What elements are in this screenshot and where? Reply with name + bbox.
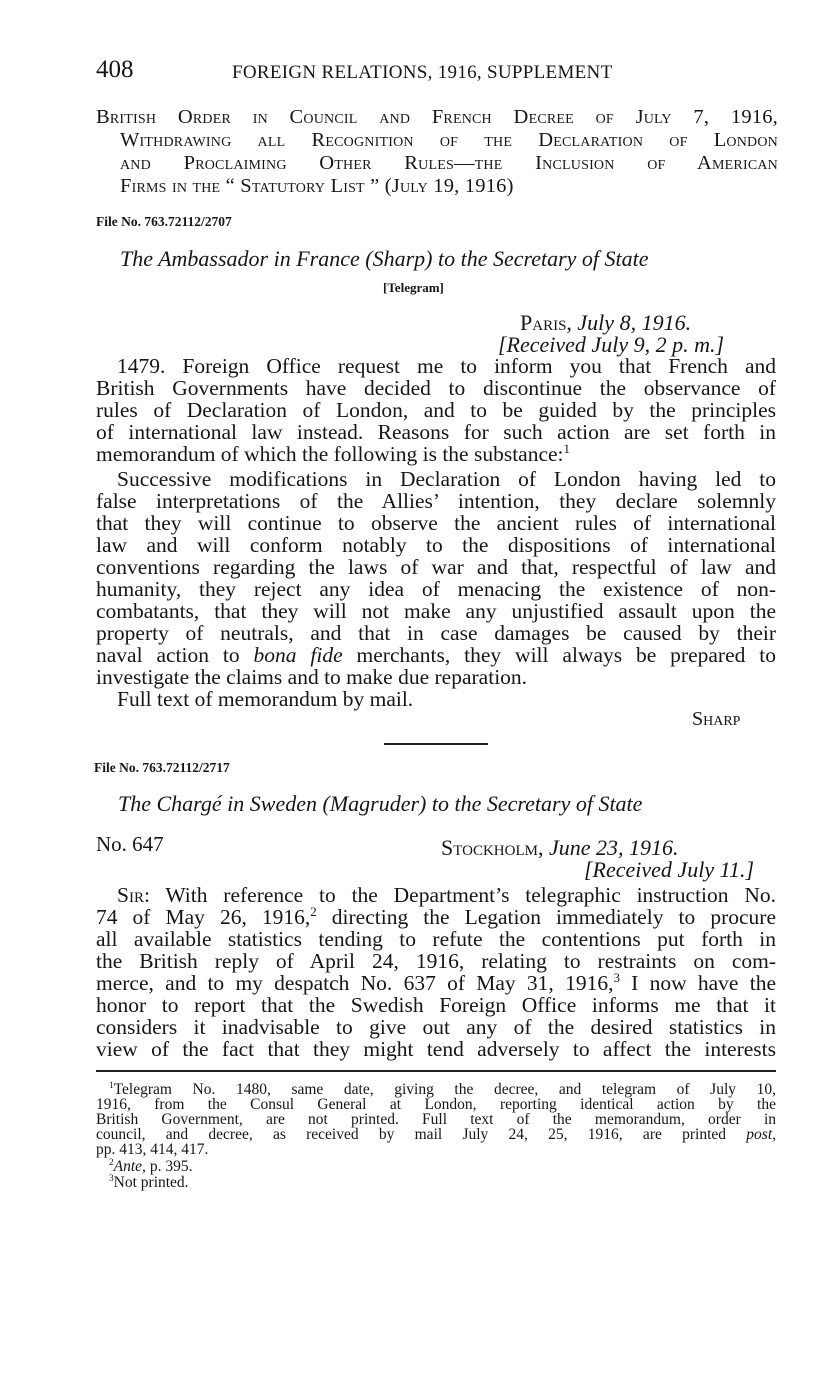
body-line: honor to report that the Swedish Foreign Office informs me that it (96, 993, 776, 1017)
footnote-ref: 1 (563, 441, 570, 456)
section-title-line: Firms in the “ Statutory List ” (July 19, 1916) (120, 175, 514, 197)
footnote-marker: 3 (109, 1173, 114, 1184)
footnote-line (109, 1159, 776, 1174)
footnote-text: council, and decree, as received by mail July 24, 25, 1916, are printed (96, 1126, 747, 1143)
body-line (96, 443, 776, 465)
italic-phrase: bona fide (253, 643, 343, 667)
body-text: directing the Legation immediately to procure (316, 905, 776, 929)
section-title-line: Withdrawing all Recognition of the Declaration of London (120, 129, 778, 151)
body-text: naval action to (96, 643, 254, 667)
italic-phrase: Ante, (113, 1158, 146, 1175)
footnote-marker: 1 (109, 1080, 114, 1091)
footnote-text: Not printed. (113, 1174, 189, 1191)
body-text: merce, and to my despatch No. 637 of May 31, 1916, (96, 971, 614, 995)
body-line: that they will continue to observe the ancient rules of international (96, 511, 776, 535)
body-text: I now have the (619, 971, 776, 995)
body-line: investigate the claims and to make due reparation. (96, 665, 528, 689)
body-text: 74 of May 26, 1916, (96, 905, 311, 929)
date: July 8, 1916. (577, 310, 692, 335)
body-line: law and will conform notably to the dispositions of international (96, 533, 776, 557)
footnote-marker: 2 (109, 1157, 114, 1168)
body-line: conventions regarding the laws of war and that, respectful of law and (96, 555, 776, 579)
body-line: all available statistics tending to refute the contentions put forth in (96, 927, 776, 951)
footnote-line: pp. 413, 414, 417. (96, 1141, 209, 1158)
document-number: No. 647 (96, 832, 164, 856)
body-line: Successive modifications in Declaration of London having led to (117, 467, 776, 491)
body-line (96, 972, 776, 994)
section-divider (384, 743, 488, 745)
footnote-ref: 2 (310, 904, 317, 919)
body-line (96, 906, 776, 928)
italic-phrase: post, (746, 1126, 776, 1143)
body-line: the British reply of April 24, 1916, relating to restraints on com- (96, 949, 776, 973)
salutation: Sir: (117, 883, 150, 907)
footnote-line (109, 1175, 776, 1190)
body-text: memorandum of which the following is the substance: (96, 442, 564, 466)
footnote-line (109, 1082, 776, 1097)
body-line: 1479. Foreign Office request me to inform you that French and (117, 354, 776, 378)
footnote-line: British Government, are not printed. Full text of the memorandum, order in (96, 1111, 776, 1128)
footnote-line (96, 1127, 776, 1142)
received-line: [Received July 11.] (584, 857, 755, 882)
body-line: considers it inadvisable to give out any of the desired statistics in (96, 1015, 776, 1039)
received-line: [Received July 9, 2 p. m.] (498, 332, 725, 357)
body-text: With reference to the Department’s telegraphic instruction No. (149, 883, 776, 907)
body-line: false interpretations of the Allies’ intention, they declare solemnly (96, 489, 776, 513)
body-line: British Governments have decided to discontinue the observance of (96, 376, 776, 400)
document-heading: The Chargé in Sweden (Magruder) to the Secretary of State (118, 791, 643, 816)
date: June 23, 1916. (548, 835, 679, 860)
body-line: of international law instead. Reasons for such action are set forth in (96, 420, 776, 444)
body-line (117, 884, 776, 906)
file-number: File No. 763.72112/2717 (94, 760, 230, 775)
place: Paris, (520, 310, 572, 335)
place: Stockholm, (441, 835, 544, 860)
footnote-line: 1916, from the Consul General at London, reporting identical action by the (96, 1096, 776, 1113)
file-number: File No. 763.72112/2707 (96, 214, 232, 229)
document-type: [Telegram] (383, 280, 444, 295)
footnote-divider (96, 1070, 776, 1072)
footnote-ref: 3 (613, 970, 620, 985)
body-line: Full text of memorandum by mail. (117, 687, 414, 711)
footnote-text: p. 395. (145, 1158, 193, 1175)
body-line: rules of Declaration of London, and to be guided by the principles (96, 398, 776, 422)
page-number: 408 (96, 56, 134, 83)
running-title: FOREIGN RELATIONS, 1916, SUPPLEMENT (232, 62, 613, 83)
footnote-text: Telegram No. 1480, same date, giving the decree, and telegram of July 10, (113, 1081, 776, 1098)
document-heading: The Ambassador in France (Sharp) to the Secretary of State (120, 246, 649, 271)
signature: Sharp (692, 708, 741, 730)
body-line (96, 644, 776, 666)
section-title-line: British Order in Council and French Decree of July 7, 1916, (96, 106, 778, 128)
body-line: property of neutrals, and that in case damages be caused by their (96, 621, 776, 645)
body-line: humanity, they reject any idea of menacing the existence of non- (96, 577, 776, 601)
section-title-line: and Proclaiming Other Rules—the Inclusion of American (120, 152, 778, 174)
body-text: merchants, they will always be prepared to (342, 643, 776, 667)
body-line: view of the fact that they might tend adversely to affect the interests (96, 1037, 776, 1061)
body-line: combatants, that they will not make any unjustified assault upon the (96, 599, 776, 623)
